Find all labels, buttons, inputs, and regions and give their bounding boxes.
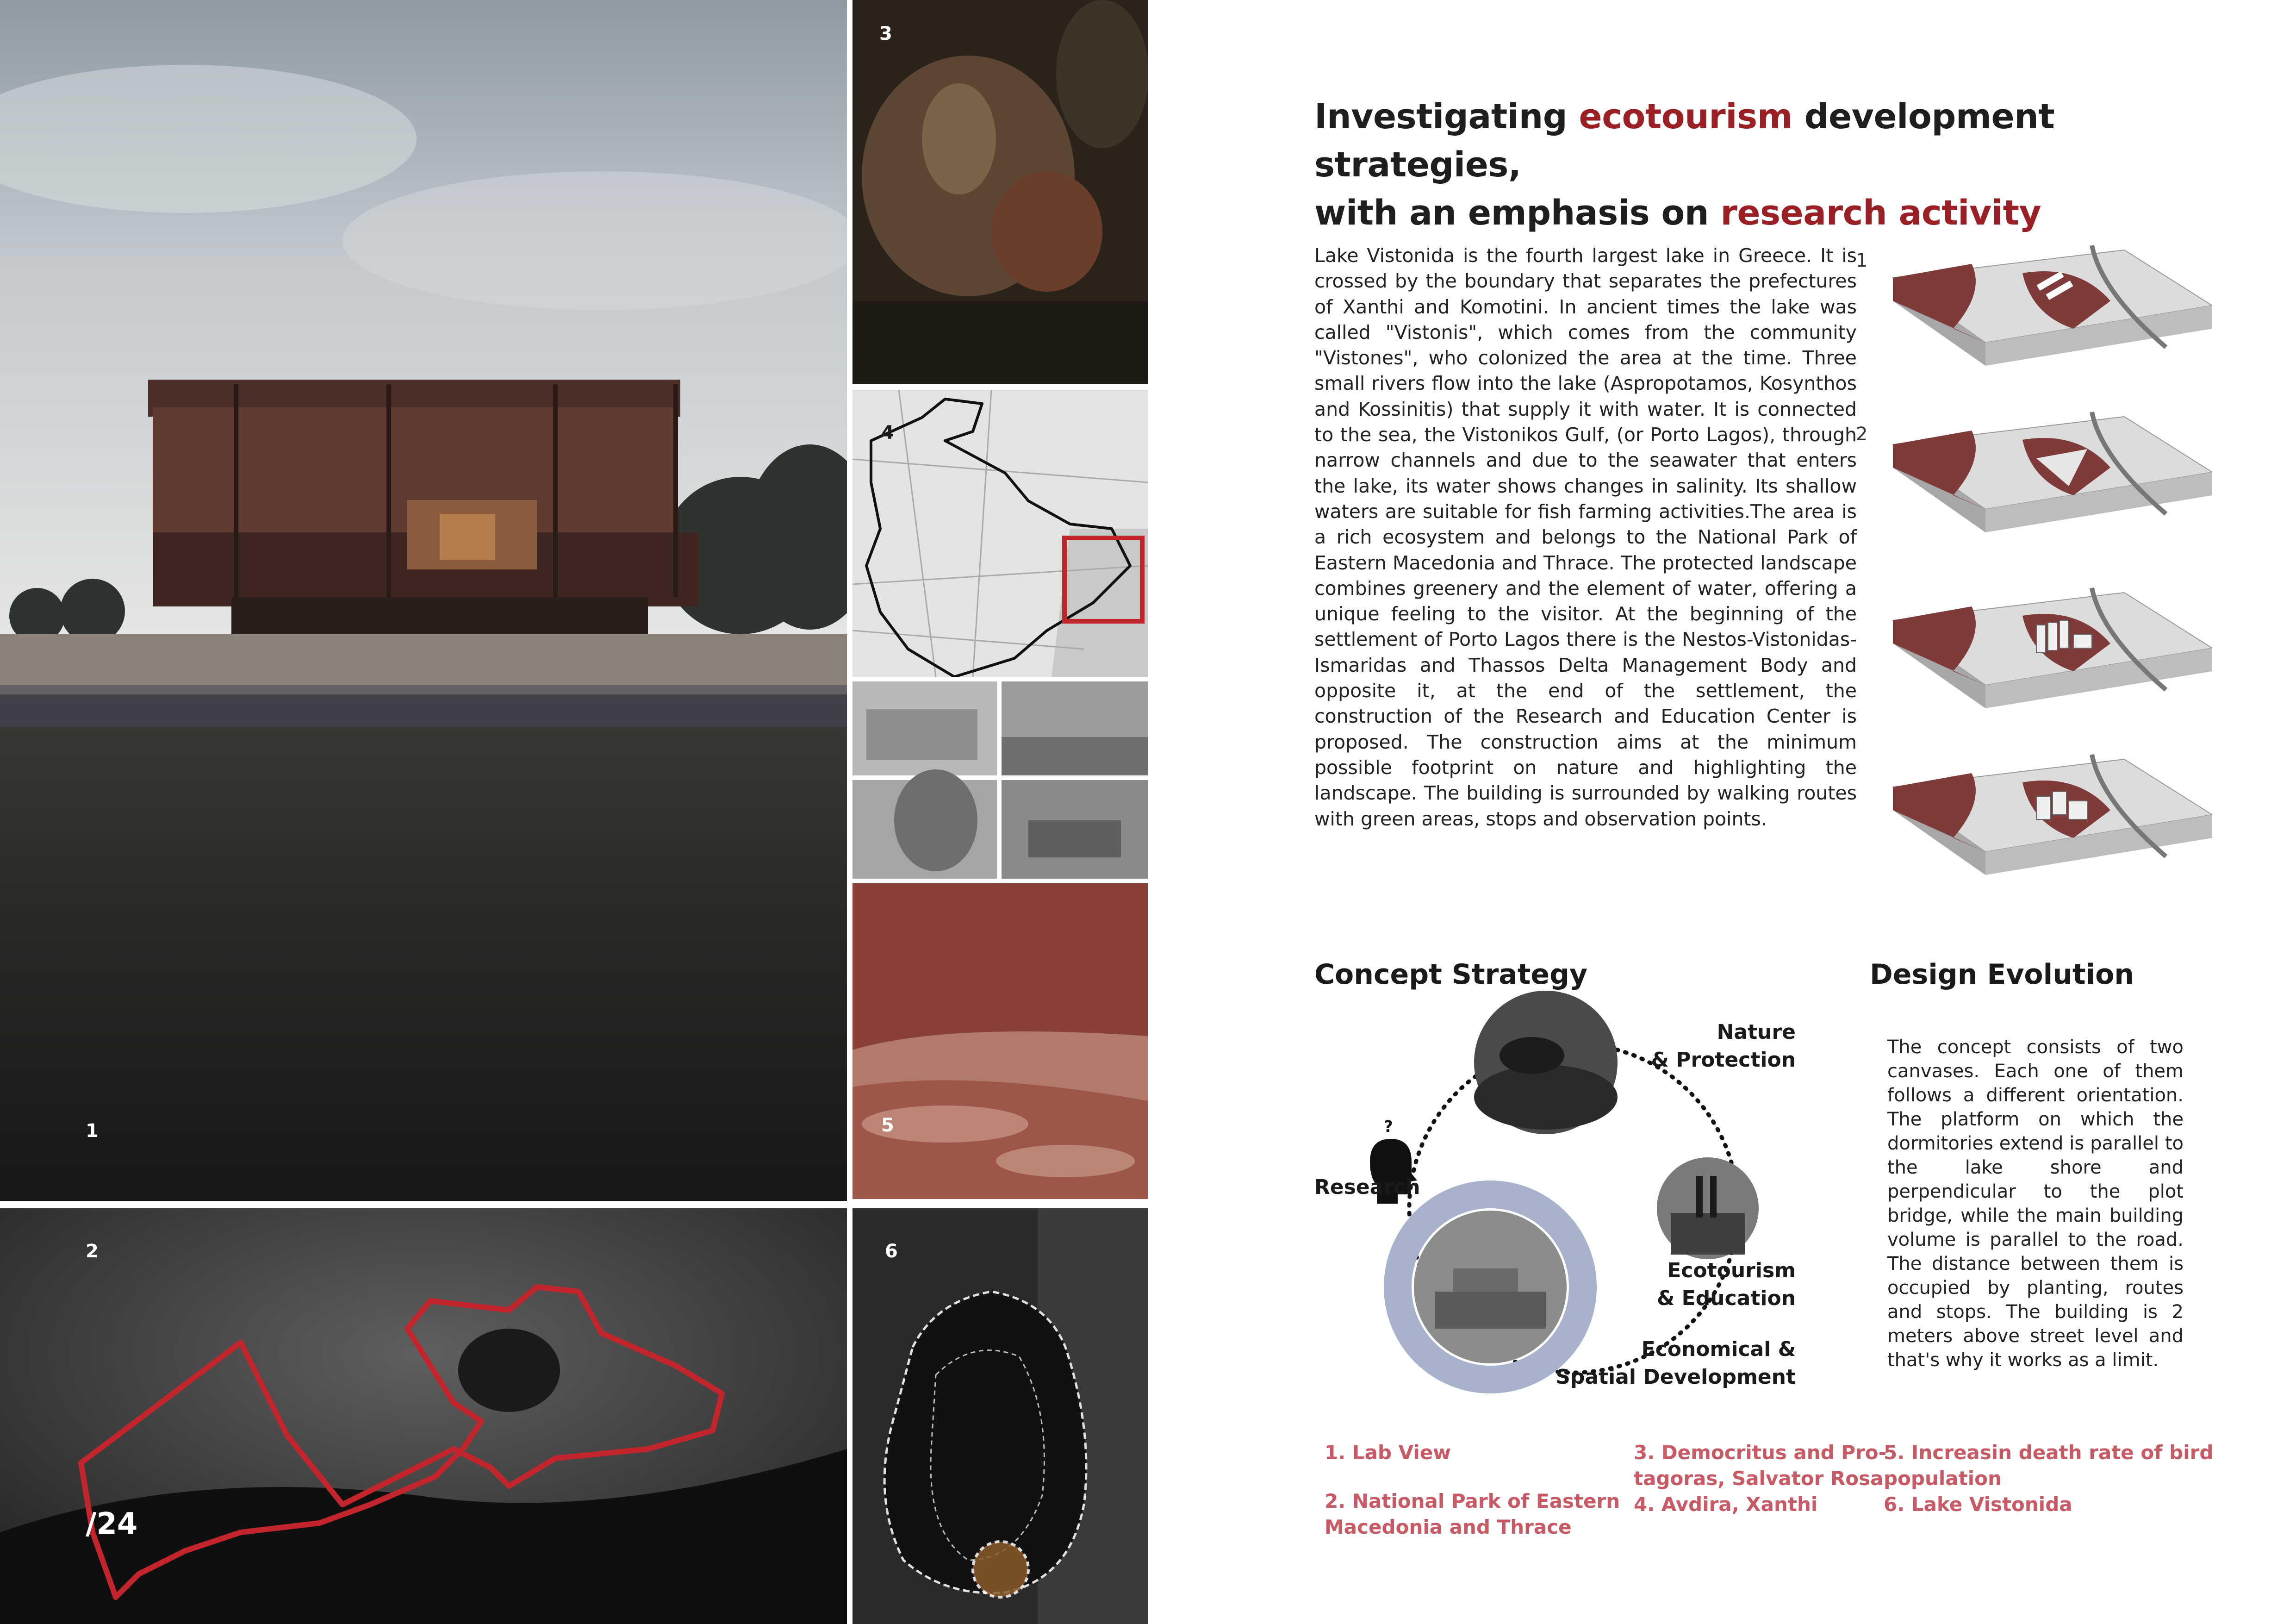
caption-6: 6. Lake Vistonida xyxy=(1884,1493,2072,1516)
photo-satellite-map xyxy=(0,1208,847,1624)
caption-3: 3. Democritus and Pro- tagoras, Salvator Rosa xyxy=(1634,1441,1887,1490)
diagram-step-2 xyxy=(1893,412,2212,532)
porto-lagos-marker xyxy=(973,1542,1028,1597)
photo-street-map xyxy=(852,390,1148,677)
caption-2: 2. National Park of Eastern Macedonia and Thrace xyxy=(1325,1490,1620,1538)
diagram-step-1 xyxy=(1893,245,2212,366)
label-nature: Nature & Protection xyxy=(1651,1020,1796,1072)
photo-number-1: 1 xyxy=(86,1120,99,1142)
design-evolution-text: The concept consists of two canvases. Each one of them follows a different orientation. The platform on which the dormitories extend is parallel to the lake shore and perpendicular to the plot bridge, while the main building volume is parallel to the road. The distance between them is occupied by planting, routes and stops. The building is 2 meters above street level and that's why it works as a limit. xyxy=(1887,1037,2184,1371)
photo-birds xyxy=(852,883,1148,1199)
photo-number-5: 5 xyxy=(881,1115,894,1136)
photo-painting xyxy=(852,0,1148,384)
intro-text: Lake Vistonida is the fourth largest lake in Greece. It is crossed by the boundary that separates the prefectures of Xanthi and Komotini. In ancient times the lake was called "Vistonis", which comes from the community "Vistones", who colonized the area at the time. Three small rivers flow into the lake (Aspropotamos, Kosynthos and Kossinitis) that supply it with water. It is connected to the sea, the Vistonikos Gulf, (or Porto Lagos), through narrow channels and due to the seawater that enters the lake, its water shows changes in salinity. Its shallow waters are suitable for fish farming activities.The area is a rich ecosystem and belongs to the National Park of Eastern Macedonia and Thrace. The protected landscape combines greenery and the element of water, offering a unique feeling to the visitor. At the beginning of the settlement of Porto Lagos there is the Nestos-Vistonidas-Ismaridas and Thassos Delta Management Body and opposite it, at the end of the settlement, the construction of the Research and Education Center is proposed. The construction aims at the minimum possible footprint on nature and highlighting the landscape. The building is surrounded by walking routes with green areas, stops and observation points. xyxy=(1314,244,1857,830)
page-number: /24 xyxy=(86,1507,138,1541)
photo-lab-view xyxy=(0,0,847,1201)
design-evolution-diagrams xyxy=(1856,236,2212,884)
photo-lake-map xyxy=(852,1208,1148,1624)
photo-number-2: 2 xyxy=(86,1241,99,1262)
caption-1: 1. Lab View xyxy=(1325,1441,1451,1464)
photo-number-6: 6 xyxy=(885,1241,898,1262)
concept-strategy-heading: Concept Strategy xyxy=(1314,958,1588,991)
label-economical: Economical & Spatial Development xyxy=(1556,1337,1796,1389)
page-title: Investigating ecotourism development strategies, with an emphasis on research activity xyxy=(1314,97,2055,233)
diagram-number-1: 1 xyxy=(1856,250,1868,271)
photo-number-3: 3 xyxy=(879,23,892,44)
diagram-step-4 xyxy=(1893,755,2212,875)
concept-diagram xyxy=(1314,991,1870,1407)
label-research: Research xyxy=(1314,1175,1420,1199)
label-ecotourism: Ecotourism & Education xyxy=(1656,1259,1796,1310)
caption-5: 5. Increasin death rate of bird population xyxy=(1884,1441,2214,1490)
design-evolution-heading: Design Evolution xyxy=(1870,958,2134,991)
photo-number-4: 4 xyxy=(881,422,894,443)
diagram-number-2: 2 xyxy=(1856,424,1868,445)
caption-4: 4. Avdira, Xanthi xyxy=(1634,1493,1818,1516)
svg-text:?: ? xyxy=(1384,1118,1393,1136)
photo-grid-avdira xyxy=(852,681,1148,879)
diagram-step-3 xyxy=(1893,588,2212,708)
